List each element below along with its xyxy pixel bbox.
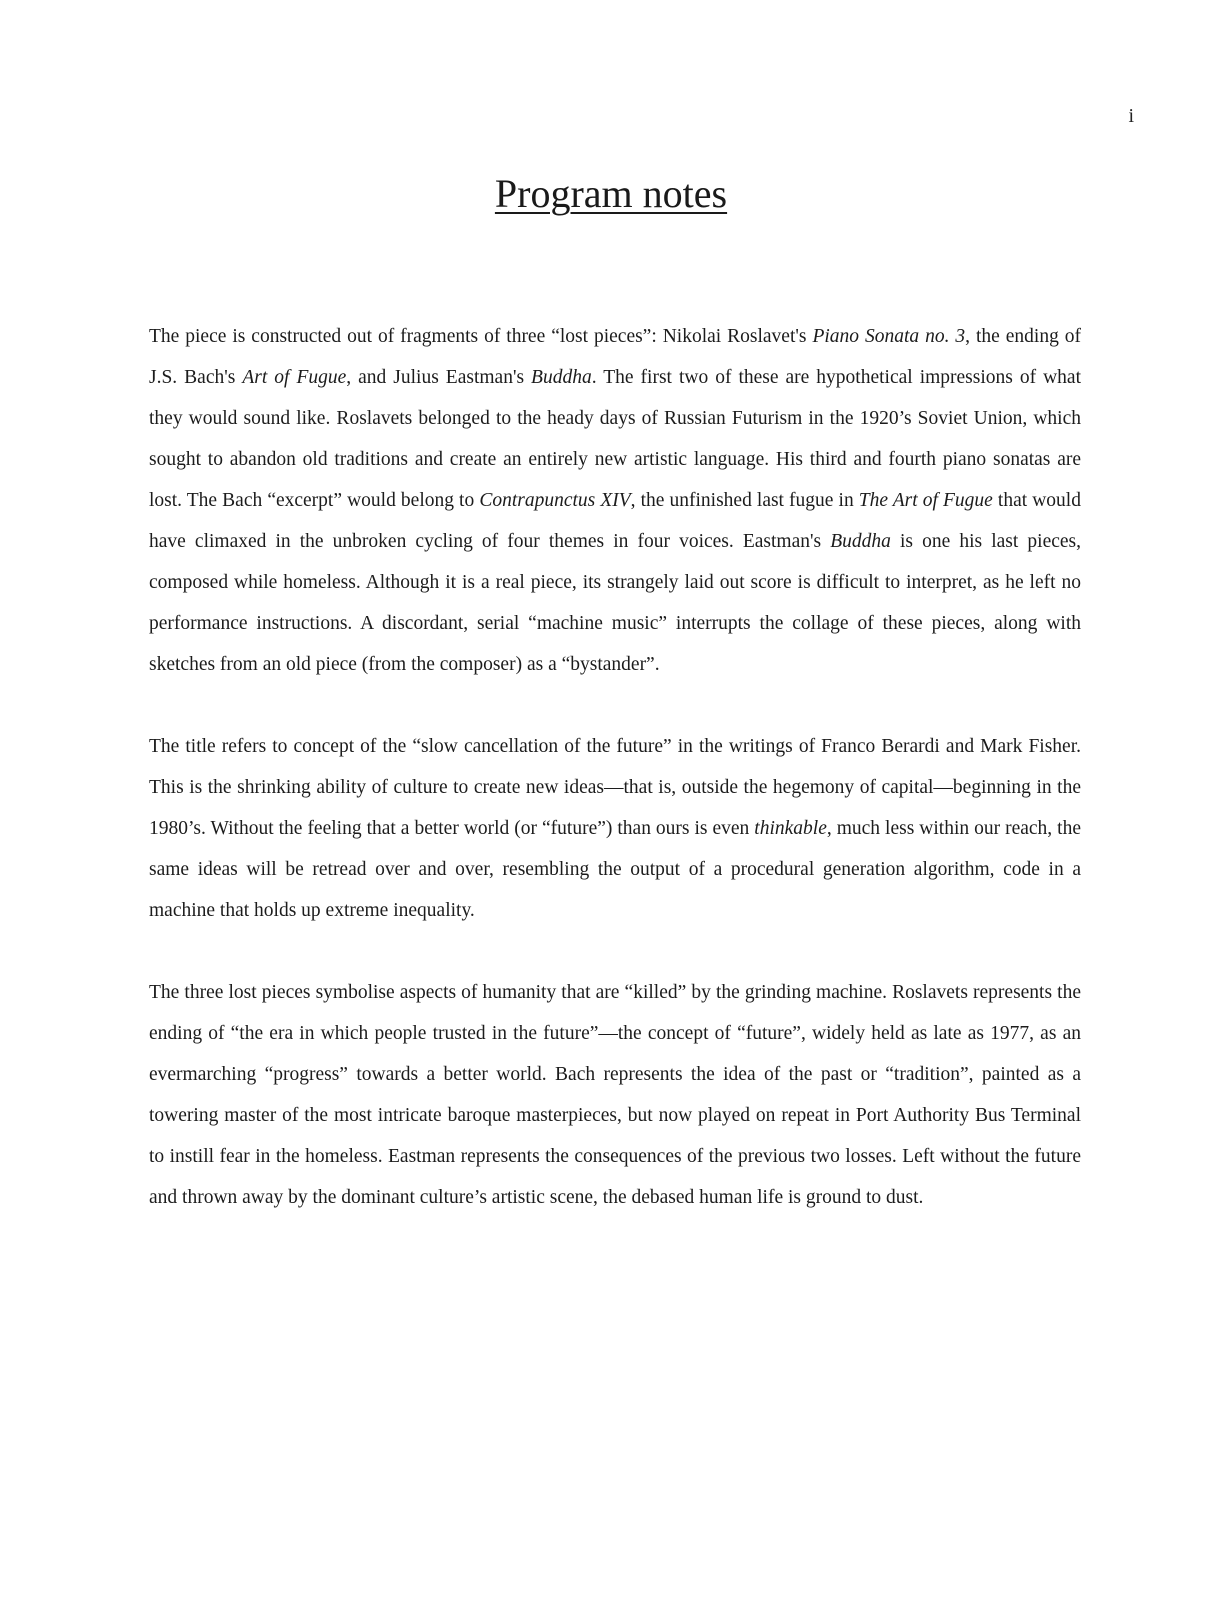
text-run: that would have climaxed in the unbroken cycling of four themes in four voices. Eastman's: [149, 490, 1081, 552]
text-run: The piece is constructed out of fragments of three “lost pieces”: Nikolai Roslavet's: [149, 326, 813, 347]
italic-title: Buddha: [531, 367, 592, 388]
paragraph-lost-pieces: [149, 972, 1081, 1218]
paragraph-intro: [149, 316, 1081, 685]
italic-title: Piano Sonata no. 3: [812, 326, 966, 347]
paragraph-title-meaning: [149, 726, 1081, 931]
text-run: The three lost pieces symbolise aspects of humanity that are “killed” by the grinding machine. Roslavets represents the ending of “the era in which people trusted in the future”—the concept of “future”, widely held as late as 1977, as an evermarching “progress” towards a better world. Bach represents the idea of the past or “tradition”, painted as a towering master of the most intricate baroque masterpieces, but now played on repeat in Port Authority Bus Terminal to instill fear in the homeless. Eastman represents the consequences of the previous two losses. Left without the future and thrown away by the dominant culture’s artistic scene, the debased human life is ground to dust.: [149, 982, 1081, 1208]
text-run: The title refers to concept of the “slow cancellation of the future” in the writings of Franco Berardi and Mark Fisher. This is the shrinking ability of culture to create new ideas—that is, outside the hegemony of capital—beginning in the 1980’s. Without the feeling that a better world (or “future”) than ours is even: [149, 736, 1081, 839]
italic-title: Buddha: [830, 531, 891, 552]
text-run: , the unfinished last fugue in: [630, 490, 859, 511]
italic-title: Contrapunctus XIV: [479, 490, 631, 511]
text-run: is one his last pieces, composed while homeless. Although it is a real piece, its strangely laid out score is difficult to interpret, as he left no performance instructions. A discordant, serial “machine music” interrupts the collage of these pieces, along with sketches from an old piece (from the composer) as a “bystander”.: [149, 531, 1082, 675]
text-run: , the ending of J.S. Bach's: [149, 326, 1082, 388]
body-text: [149, 316, 1081, 1259]
italic-title: Art of Fugue: [242, 367, 347, 388]
italic-title: thinkable: [754, 818, 827, 839]
text-run: , and Julius Eastman's: [346, 367, 532, 388]
italic-title: The Art of Fugue: [858, 490, 993, 511]
text-run: , much less within our reach, the same ideas will be retread over and over, resembling the output of a procedural generation algorithm, code in a machine that holds up extreme inequality.: [149, 818, 1081, 921]
page-title: Program notes: [494, 171, 728, 216]
text-run: . The first two of these are hypothetical impressions of what they would sound like. Roslavets belonged to the heady days of Russian Futurism in the 1920’s Soviet Union, which sought to abandon old traditions and create an entirely new artistic language. His third and fourth piano sonatas are lost. The Bach “excerpt” would belong to: [149, 367, 1082, 511]
page-number: i: [1128, 105, 1134, 127]
